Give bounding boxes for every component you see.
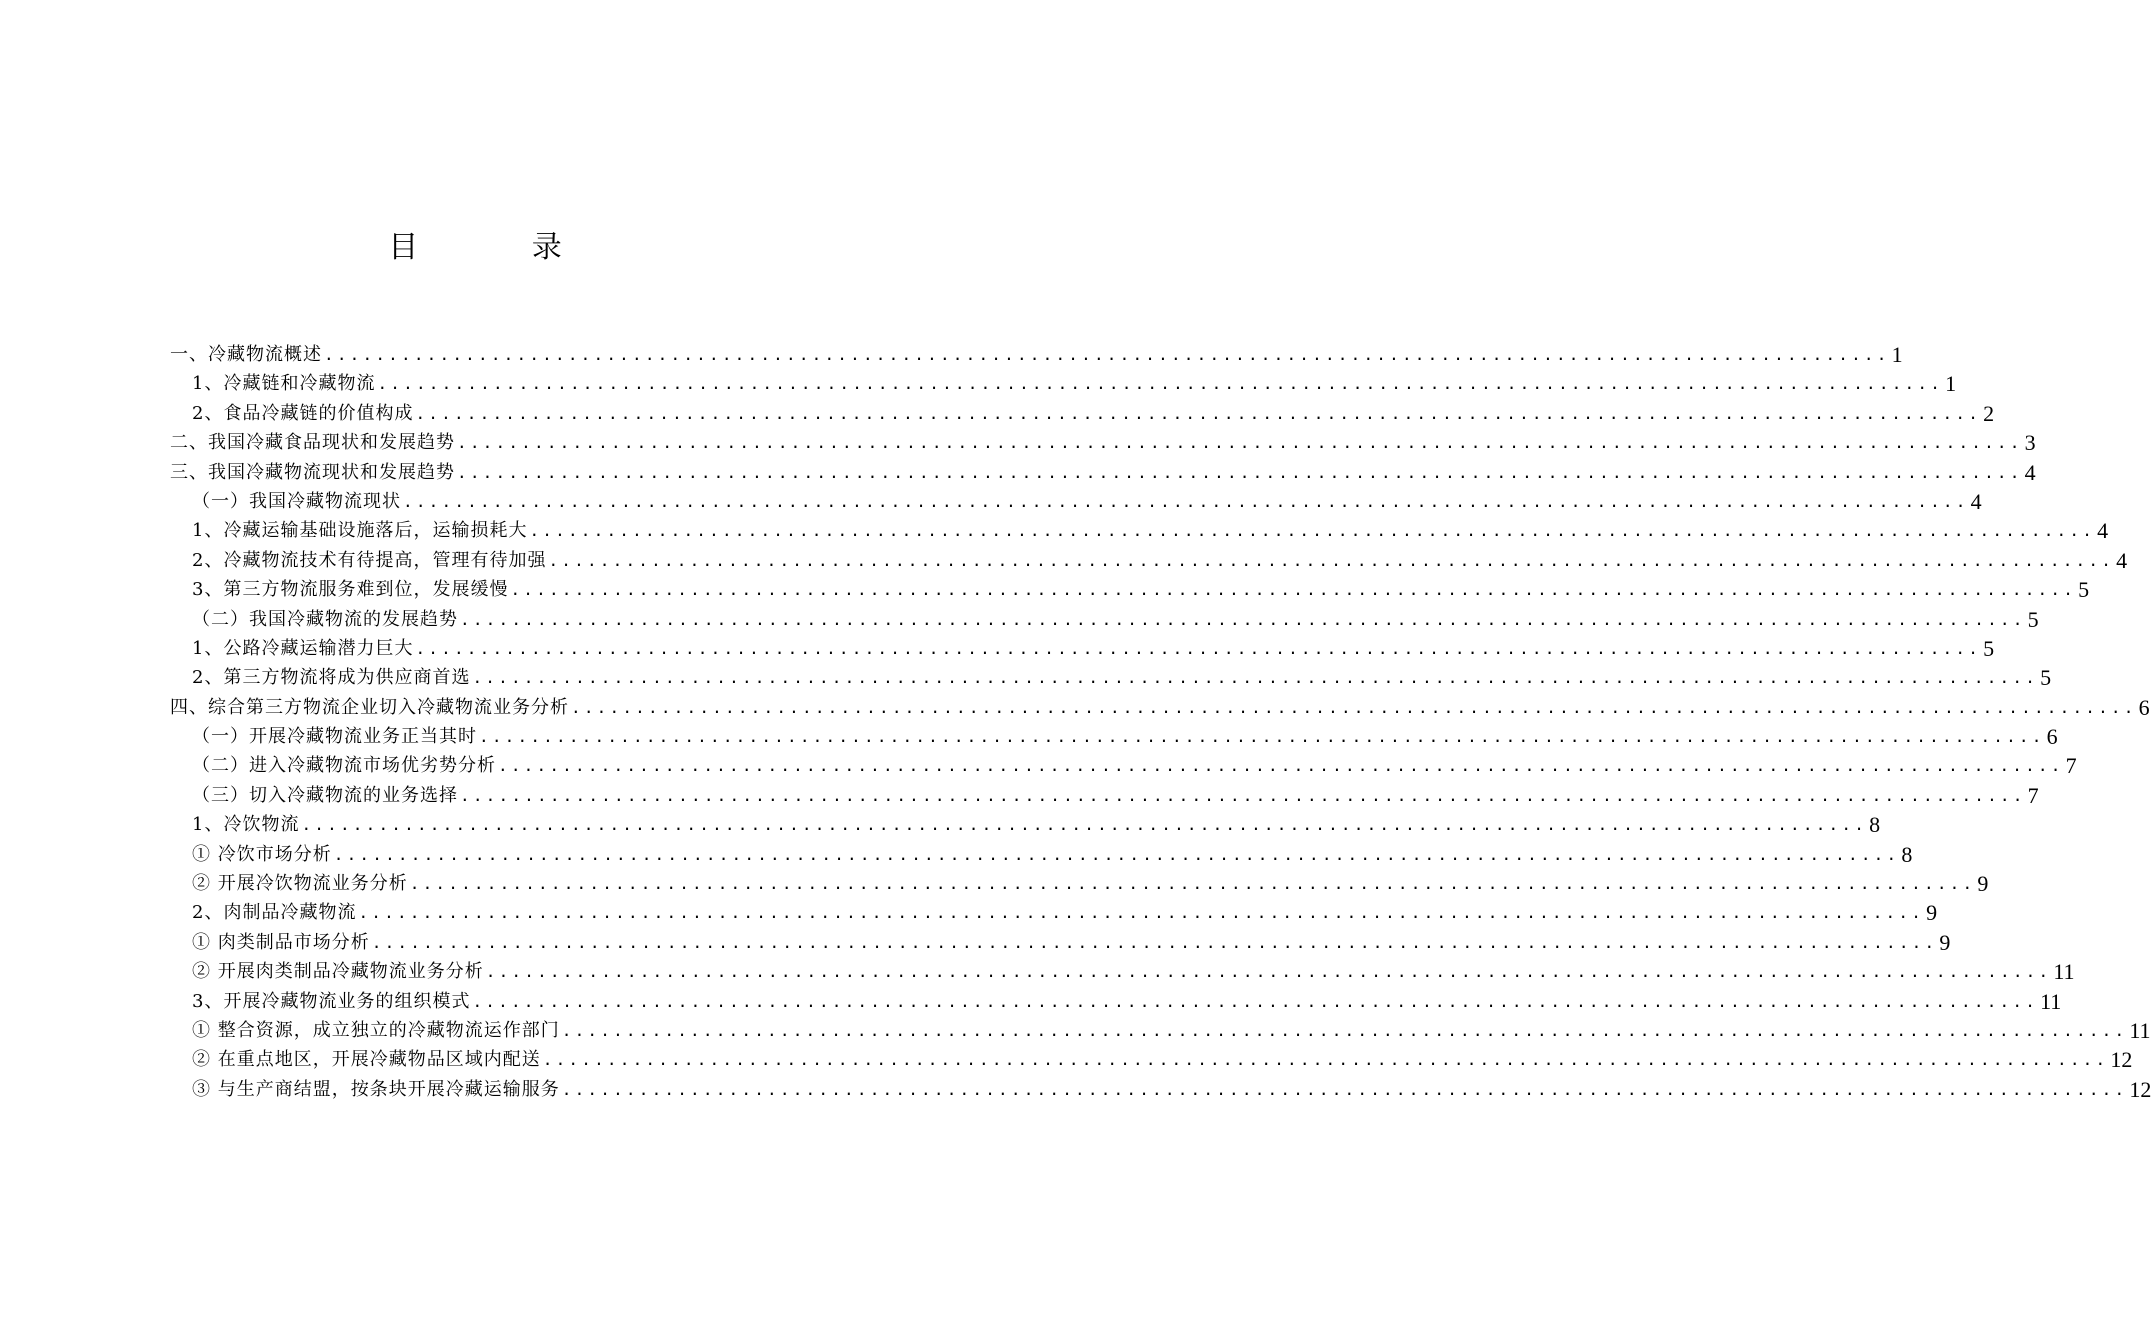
toc-entry[interactable] [170, 928, 1951, 957]
toc-entry[interactable] [170, 869, 1989, 898]
toc-entry-label: 1、冷藏链和冷藏物流 [192, 373, 376, 395]
toc-entry-label: 2、食品冷藏链的价值构成 [192, 402, 414, 424]
toc-entry[interactable] [170, 663, 2052, 692]
toc-entry[interactable] [170, 369, 1957, 398]
toc-entry-label: 1、公路冷藏运输潜力巨大 [192, 637, 414, 659]
toc-entry[interactable] [170, 987, 2062, 1016]
toc-dot-leader: .......................................................................................................................... [529, 521, 2096, 541]
toc-dot-leader: .......................................................................................................................... [371, 932, 1938, 952]
toc-entry-label: 四、综合第三方物流企业切入冷藏物流业务分析 [170, 696, 569, 718]
toc-entry[interactable] [170, 751, 2077, 780]
toc-dot-leader: .......................................................................................................................... [485, 962, 2052, 982]
toc-page-number: 12 [2129, 1076, 2151, 1102]
toc-page-number: 6 [2138, 694, 2150, 720]
page-title: 目 录 [388, 230, 614, 265]
toc-entry-label: 二、我国冷藏食品现状和发展趋势 [170, 432, 455, 454]
toc-page-number: 3 [2024, 430, 2036, 456]
toc-entry[interactable] [170, 781, 2039, 810]
toc-entry[interactable] [170, 957, 2075, 986]
table-of-contents [170, 340, 2151, 1104]
toc-entry[interactable] [170, 840, 1913, 869]
toc-entry[interactable] [170, 605, 2039, 634]
toc-entry-label: ② 开展冷饮物流业务分析 [192, 873, 408, 895]
toc-page-number: 1 [1891, 341, 1903, 367]
toc-dot-leader: .......................................................................................................................... [301, 815, 1868, 835]
toc-dot-leader: .......................................................................................................................... [571, 697, 2137, 717]
toc-page-number: 7 [2065, 753, 2077, 779]
toc-dot-leader: .......................................................................................................................... [460, 785, 2026, 805]
toc-dot-leader: .......................................................................................................................... [542, 1050, 2109, 1070]
toc-page-number: 2 [1983, 400, 1995, 426]
toc-entry[interactable] [170, 634, 1995, 663]
toc-entry-label: 3、第三方物流服务难到位，发展缓慢 [192, 579, 509, 601]
toc-page-number: 11 [2040, 988, 2062, 1014]
toc-dot-leader: .......................................................................................................................... [460, 609, 2026, 629]
toc-entry[interactable] [170, 428, 2036, 457]
toc-page-number: 6 [2046, 724, 2058, 750]
toc-dot-leader: .......................................................................................................................... [403, 491, 1969, 511]
toc-dot-leader: .......................................................................................................................... [409, 874, 1976, 894]
toc-dot-leader: .......................................................................................................................... [324, 344, 1890, 364]
toc-entry[interactable] [170, 546, 2128, 575]
toc-dot-leader: .......................................................................................................................... [358, 903, 1925, 923]
toc-dot-leader: .......................................................................................................................... [472, 991, 2039, 1011]
toc-page-number: 11 [2053, 959, 2075, 985]
toc-entry[interactable] [170, 1075, 2151, 1104]
toc-entry-label: ② 在重点地区，开展冷藏物品区域内配送 [192, 1049, 541, 1071]
toc-dot-leader: .......................................................................................................................... [415, 638, 1982, 658]
toc-entry-label: ① 整合资源，成立独立的冷藏物流运作部门 [192, 1019, 560, 1041]
toc-entry-label: ③ 与生产商结盟，按条块开展冷藏运输服务 [192, 1078, 560, 1100]
toc-page-number: 11 [2129, 1017, 2151, 1043]
toc-page-number: 9 [1926, 900, 1938, 926]
toc-entry-label: ① 肉类制品市场分析 [192, 931, 370, 953]
toc-entry-label: （三）切入冷藏物流的业务选择 [192, 784, 458, 806]
toc-dot-leader: .......................................................................................................................... [561, 1020, 2128, 1040]
toc-entry[interactable] [170, 1016, 2151, 1045]
toc-entry-label: （一）开展冷藏物流业务正当其时 [192, 726, 477, 748]
toc-entry-label: ① 冷饮市场分析 [192, 843, 332, 865]
toc-entry-label: （二）我国冷藏物流的发展趋势 [192, 608, 458, 630]
toc-dot-leader: .......................................................................................................................... [510, 580, 2077, 600]
toc-page-number: 4 [2024, 459, 2036, 485]
toc-entry-label: （一）我国冷藏物流现状 [192, 490, 401, 512]
toc-dot-leader: .......................................................................................................................... [548, 550, 2115, 570]
toc-dot-leader: .......................................................................................................................... [561, 1079, 2128, 1099]
toc-entry[interactable] [170, 810, 1881, 839]
toc-page-number: 4 [1970, 488, 1982, 514]
toc-entry-label: 1、冷饮物流 [192, 814, 300, 836]
toc-dot-leader: .......................................................................................................................... [457, 462, 2023, 482]
toc-page-number: 4 [2097, 518, 2109, 544]
toc-entry[interactable] [170, 693, 2150, 722]
toc-entry[interactable] [170, 722, 2058, 751]
toc-entry-label: 3、开展冷藏物流业务的组织模式 [192, 990, 471, 1012]
toc-dot-leader: .......................................................................................................................... [377, 374, 1944, 394]
toc-entry[interactable] [170, 487, 1982, 516]
toc-entry[interactable] [170, 516, 2109, 545]
toc-page-number: 4 [2116, 547, 2128, 573]
toc-entry-label: 2、肉制品冷藏物流 [192, 902, 357, 924]
toc-page-number: 8 [1869, 812, 1881, 838]
toc-entry-label: （二）进入冷藏物流市场优劣势分析 [192, 755, 496, 777]
toc-entry[interactable] [170, 1045, 2133, 1074]
toc-page-number: 7 [2027, 782, 2039, 808]
toc-entry-label: 2、冷藏物流技术有待提高，管理有待加强 [192, 549, 547, 571]
toc-page-number: 5 [1983, 635, 1995, 661]
toc-page-number: 5 [2040, 665, 2052, 691]
toc-entry-label: 2、第三方物流将成为供应商首选 [192, 667, 471, 689]
toc-page-number: 5 [2078, 577, 2090, 603]
toc-entry[interactable] [170, 575, 2090, 604]
toc-entry-label: ② 开展肉类制品冷藏物流业务分析 [192, 961, 484, 983]
toc-page-number: 12 [2110, 1047, 2133, 1073]
toc-dot-leader: .......................................................................................................................... [498, 756, 2064, 776]
toc-entry-label: 一、冷藏物流概述 [170, 343, 322, 365]
toc-page-number: 9 [1977, 871, 1989, 897]
toc-dot-leader: .......................................................................................................................... [479, 727, 2045, 747]
toc-entry[interactable] [170, 340, 1903, 369]
toc-dot-leader: .......................................................................................................................... [457, 433, 2023, 453]
toc-page-number: 9 [1939, 929, 1951, 955]
toc-entry[interactable] [170, 458, 2036, 487]
toc-page-number: 8 [1901, 841, 1913, 867]
toc-dot-leader: .......................................................................................................................... [333, 844, 1900, 864]
toc-page-number: 5 [2027, 606, 2039, 632]
toc-entry-label: 三、我国冷藏物流现状和发展趋势 [170, 461, 455, 483]
toc-entry[interactable] [170, 898, 1938, 927]
toc-entry-label: 1、冷藏运输基础设施落后，运输损耗大 [192, 520, 528, 542]
toc-entry[interactable] [170, 399, 1995, 428]
toc-dot-leader: .......................................................................................................................... [415, 403, 1982, 423]
toc-dot-leader: .......................................................................................................................... [472, 668, 2039, 688]
toc-page-number: 1 [1945, 371, 1957, 397]
